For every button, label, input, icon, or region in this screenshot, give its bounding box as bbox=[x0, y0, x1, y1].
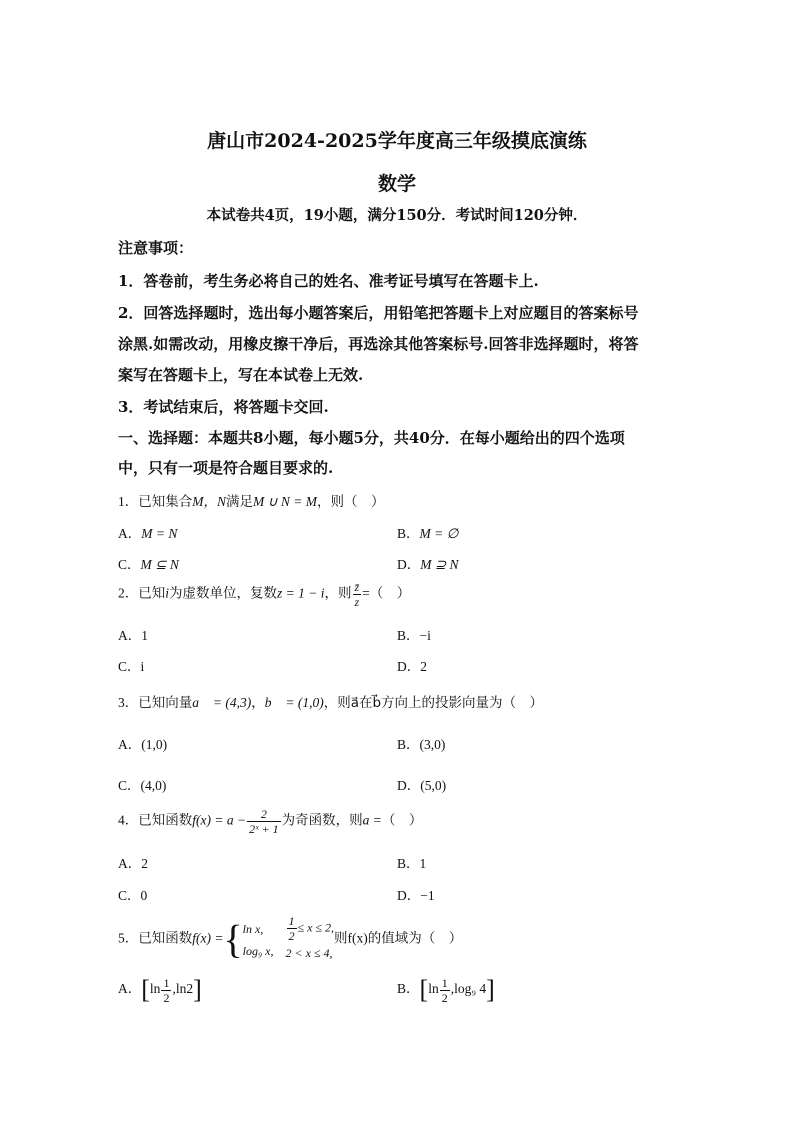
q5-case-1: ln x, bbox=[242, 921, 264, 936]
q3-sep: ， bbox=[251, 695, 265, 710]
q1-option-c-label: C． bbox=[118, 557, 141, 572]
note-1: 1．答卷前，考生务必将自己的姓名、准考证号填写在答题卡上. bbox=[118, 272, 539, 290]
q5-a-rbracket: ] bbox=[193, 975, 202, 1004]
q5-cond-fraction bbox=[287, 915, 297, 942]
q1-mid: 满足 bbox=[226, 494, 253, 509]
note-2-line-3: 案写在答题卡上，写在本试卷上无效. bbox=[118, 366, 364, 384]
section-1-line-2: 中，只有一项是符合题目要求的. bbox=[118, 459, 334, 477]
q5-b-den: 2 bbox=[441, 990, 448, 1005]
q4-numerator: 2 bbox=[247, 808, 280, 822]
q2-option-c[interactable]: C．i bbox=[118, 659, 145, 674]
q3-option-a[interactable]: A．(1,0) bbox=[118, 737, 168, 752]
q5-b-lbracket: [ bbox=[419, 975, 429, 1004]
q1-option-a-math: M = N bbox=[141, 526, 178, 541]
q4-expr: a = bbox=[362, 812, 382, 828]
q4-pre: 4．已知函数 bbox=[118, 812, 193, 828]
question-5 bbox=[118, 915, 462, 964]
exam-title: 唐山市2024-2025学年度高三年级摸底演练 bbox=[207, 130, 587, 152]
q5-a-lbracket: [ bbox=[141, 975, 150, 1004]
q2-pre: 2．已知 bbox=[118, 585, 166, 601]
q5-option-b[interactable] bbox=[397, 975, 495, 1005]
q1-option-b-math: M = ∅ bbox=[419, 526, 459, 541]
q4-option-d[interactable]: D．−1 bbox=[397, 888, 435, 903]
q3-option-c[interactable]: C．(4,0) bbox=[118, 778, 167, 793]
q2-expr: z = 1 − i bbox=[277, 585, 325, 601]
q5-cases bbox=[243, 918, 274, 962]
note-3: 3．考试结束后，将答题卡交回. bbox=[118, 398, 329, 416]
q5-cond-den: 2 bbox=[288, 929, 295, 943]
q1-option-a[interactable] bbox=[118, 522, 177, 542]
q4-mid: 为奇函数，则 bbox=[281, 812, 363, 828]
q2-option-b[interactable]: B．−i bbox=[397, 628, 431, 643]
note-2-line-2: 涂黑.如需改动，用橡皮擦干净后，再选涂其他答案标号.回答非选择题时，将答 bbox=[118, 335, 639, 353]
q4-function: f(x) = a − bbox=[192, 812, 247, 828]
q1-option-d-label: D． bbox=[397, 557, 421, 572]
q5-a-num: 1 bbox=[163, 975, 170, 990]
q3-option-d[interactable]: D．(5,0) bbox=[397, 778, 447, 793]
q3-vector-b: b⃗ = (1,0) bbox=[264, 695, 324, 710]
q5-post: 则f(x)的值域为（ ） bbox=[334, 930, 463, 946]
q5-a-den: 2 bbox=[163, 990, 170, 1005]
q3-pre: 3．已知向量 bbox=[118, 695, 193, 710]
exam-info: 本试卷共4页，19小题，满分150分．考试时间120分钟． bbox=[206, 207, 588, 224]
question-4 bbox=[118, 808, 422, 835]
q3-option-b[interactable]: B．(3,0) bbox=[397, 737, 446, 752]
q2-post1: ，则 bbox=[324, 585, 352, 601]
q5-pre: 5．已知函数 bbox=[118, 930, 193, 946]
q1-pre: 1．已知集合 bbox=[118, 494, 193, 509]
notes-heading: 注意事项： bbox=[118, 239, 194, 257]
q1-option-c-math: M ⊆ N bbox=[140, 557, 179, 572]
q2-option-a[interactable]: A．1 bbox=[118, 628, 148, 643]
q5-b-post: ,log₉ 4 bbox=[450, 981, 487, 997]
note-2-line-1: 2．回答选择题时，选出每小题答案后，用铅笔把答题卡上对应题目的答案标号 bbox=[118, 304, 639, 322]
q4-option-b[interactable]: B．1 bbox=[397, 856, 427, 871]
q5-b-ln: ln bbox=[428, 981, 439, 997]
q2-numerator: z̄ bbox=[354, 580, 360, 594]
q5-brace: { bbox=[223, 916, 243, 962]
question-1 bbox=[118, 490, 385, 510]
q2-denominator: z bbox=[354, 595, 360, 609]
q5-cond-num: 1 bbox=[288, 914, 295, 928]
q5-conditions bbox=[286, 915, 335, 964]
q1-option-d-math: M ⊇ N bbox=[420, 557, 459, 572]
q5-option-a-label: A． bbox=[118, 981, 142, 997]
subject-title: 数学 bbox=[377, 173, 416, 195]
q1-post: ，则（ ） bbox=[317, 494, 385, 509]
q4-denominator: 2ˣ + 1 bbox=[249, 822, 279, 836]
q1-option-c[interactable] bbox=[118, 553, 179, 573]
q1-option-a-label: A． bbox=[118, 526, 142, 541]
q5-option-a[interactable] bbox=[118, 975, 202, 1005]
q5-b-num: 1 bbox=[441, 975, 448, 990]
q5-b-fraction bbox=[440, 977, 450, 1004]
q4-option-c[interactable]: C．0 bbox=[118, 888, 148, 903]
q2-mid: 为虚数单位，复数 bbox=[169, 585, 278, 601]
q2-imag-unit: i bbox=[165, 585, 170, 601]
q1-option-b-label: B． bbox=[397, 526, 420, 541]
q2-option-d[interactable]: D．2 bbox=[397, 659, 427, 674]
q2-post2: =（ ） bbox=[362, 585, 411, 601]
q1-option-d[interactable] bbox=[397, 553, 459, 573]
q5-case-2: log₉ x, bbox=[242, 943, 274, 958]
q4-option-a[interactable]: A．2 bbox=[118, 856, 148, 871]
q5-b-rbracket: ] bbox=[486, 975, 495, 1004]
q3-vector-a: a⃗ = (4,3) bbox=[192, 695, 252, 710]
q1-vars: M，N bbox=[192, 494, 226, 509]
q5-cond-1: ≤ x ≤ 2, bbox=[297, 920, 335, 935]
question-2 bbox=[118, 581, 410, 608]
q3-post: ，则a⃗在b⃗方向上的投影向量为（ ） bbox=[323, 695, 544, 710]
q4-post: （ ） bbox=[381, 812, 423, 828]
q4-fraction bbox=[247, 808, 280, 835]
question-3 bbox=[118, 691, 543, 711]
q2-fraction bbox=[353, 581, 362, 608]
q5-function: f(x) = bbox=[192, 930, 224, 946]
q1-option-b[interactable] bbox=[397, 522, 458, 542]
q5-a-ln: ln bbox=[149, 981, 161, 997]
q1-expr: M ∪ N = M bbox=[253, 494, 317, 509]
q5-option-b-label: B． bbox=[397, 981, 420, 997]
q5-cond-2: 2 < x ≤ 4, bbox=[285, 946, 333, 960]
q5-a-post: ,ln2 bbox=[172, 981, 194, 997]
q5-a-fraction bbox=[161, 977, 171, 1004]
section-1-line-1: 一、选择题：本题共8小题，每小题5分，共40分．在每小题给出的四个选项 bbox=[118, 429, 625, 447]
